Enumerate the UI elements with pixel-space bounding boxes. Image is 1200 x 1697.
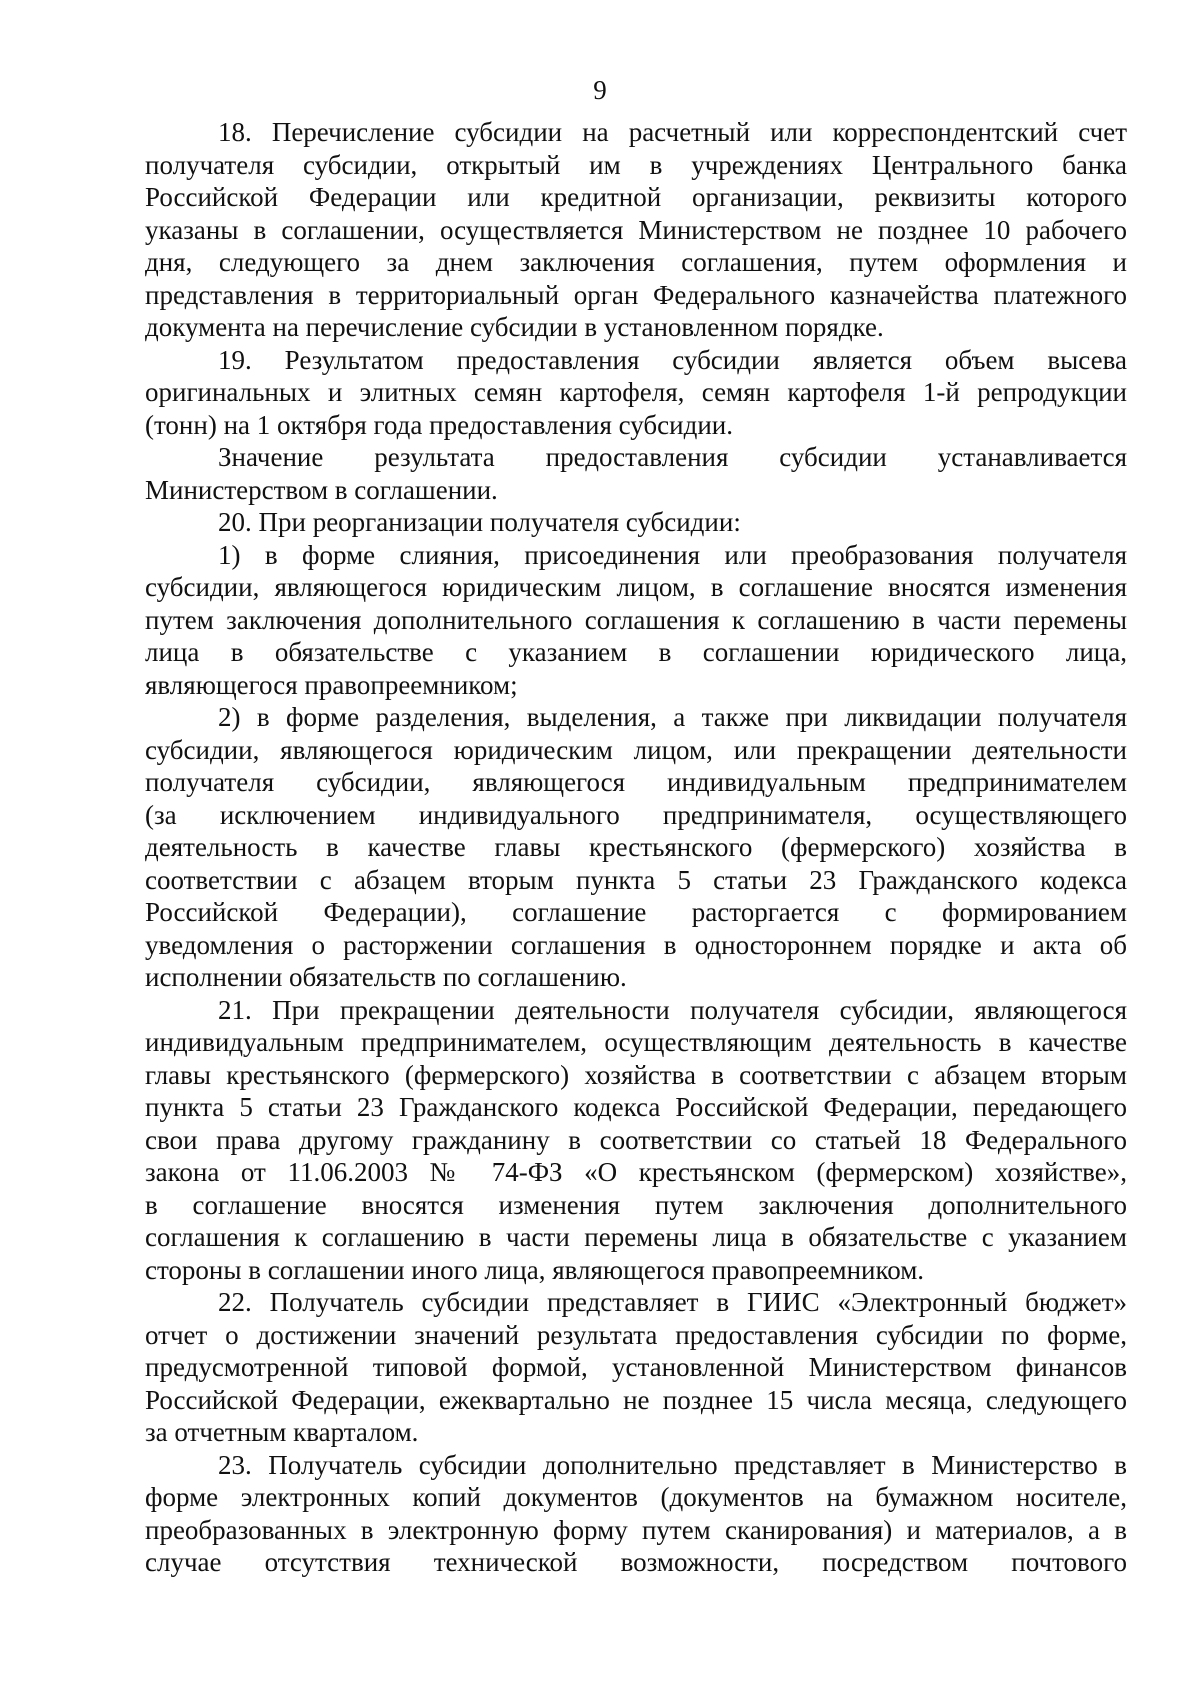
paragraph	[145, 994, 1127, 1287]
text-line: главы крестьянского (фермерского) хозяйства в соответствии с абзацем вторым	[145, 1059, 1127, 1090]
text-line: документа на перечисление субсидии в установленном порядке.	[145, 312, 884, 342]
text-line: 22. Получатель субсидии представляет в ГИИС «Электронный бюджет»	[218, 1287, 1127, 1317]
text-line: соглашения к соглашению в части перемены лица в обязательстве с указанием	[145, 1222, 1127, 1252]
text-line: отчет о достижении значений результата предоставления субсидии по форме,	[145, 1319, 1127, 1350]
text-line: 20. При реорганизации получателя субсидии:	[218, 507, 741, 537]
text-line: за отчетным кварталом.	[145, 1417, 419, 1447]
text-line: стороны в соглашении иного лица, являющегося правопреемником.	[145, 1254, 925, 1285]
text-line: предусмотренной типовой формой, установленной Министерством финансов	[145, 1352, 1127, 1382]
text-line: Российской Федерации или кредитной организации, реквизиты которого	[145, 182, 1127, 212]
text-line: являющегося правопреемником;	[145, 669, 518, 700]
text-line: 2) в форме разделения, выделения, а также при ликвидации получателя	[218, 702, 1127, 732]
text-line: преобразованных в электронную форму путем сканирования) и материалов, а в	[145, 1514, 1127, 1545]
text-line: указаны в соглашении, осуществляется Министерством не позднее 10 рабочего	[145, 214, 1127, 245]
text-line: 18. Перечисление субсидии на расчетный или корреспондентский счет	[218, 117, 1127, 147]
text-line: уведомления о расторжении соглашения в одностороннем порядке и акта об	[145, 929, 1127, 960]
text-line: получателя субсидии, являющегося индивидуальным предпринимателем	[145, 767, 1127, 797]
text-line: 19. Результатом предоставления субсидии является объем высева	[218, 344, 1127, 375]
text-line: закона от 11.06.2003 № 74-ФЗ «О крестьянском (фермерском) хозяйстве»,	[145, 1157, 1127, 1187]
text-line: 23. Получатель субсидии дополнительно представляет в Министерство в	[218, 1449, 1127, 1480]
text-line: случае отсутствия технической возможности, посредством почтового	[145, 1547, 1127, 1577]
text-line: 1) в форме слияния, присоединения или преобразования получателя	[218, 539, 1127, 570]
paragraph	[145, 701, 1127, 994]
paragraph	[145, 1286, 1127, 1449]
text-line: лица в обязательстве с указанием в соглашении юридического лица,	[145, 637, 1127, 667]
paragraph	[145, 116, 1127, 344]
text-line: представления в территориальный орган Федерального казначейства платежного	[145, 279, 1127, 310]
text-line: Министерством в соглашении.	[145, 474, 498, 505]
paragraph	[145, 441, 1127, 506]
paragraph	[145, 344, 1127, 442]
document-body	[145, 116, 1127, 1579]
text-line: деятельность в качестве главы крестьянского (фермерского) хозяйства в	[145, 832, 1127, 862]
paragraph	[145, 506, 1127, 539]
text-line: 21. При прекращении деятельности получателя субсидии, являющегося	[218, 994, 1127, 1025]
text-line: Российской Федерации), соглашение расторгается с формированием	[145, 897, 1127, 927]
text-line: пункта 5 статьи 23 Гражданского кодекса Российской Федерации, передающего	[145, 1092, 1127, 1122]
text-line: путем заключения дополнительного соглашения к соглашению в части перемены	[145, 604, 1127, 635]
text-line: форме электронных копий документов (документов на бумажном носителе,	[145, 1482, 1127, 1512]
text-line: (тонн) на 1 октября года предоставления субсидии.	[145, 409, 733, 440]
text-line: индивидуальным предпринимателем, осуществляющим деятельность в качестве	[145, 1027, 1127, 1057]
text-line: дня, следующего за днем заключения соглашения, путем оформления и	[145, 247, 1127, 277]
text-line: получателя субсидии, открытый им в учреждениях Центрального банка	[145, 149, 1127, 180]
text-line: соответствии с абзацем вторым пункта 5 статьи 23 Гражданского кодекса	[145, 864, 1127, 895]
page-number: 9	[593, 75, 607, 105]
text-line: (за исключением индивидуального предпринимателя, осуществляющего	[145, 799, 1127, 830]
paragraph	[145, 539, 1127, 702]
text-line: исполнении обязательств по соглашению.	[145, 962, 627, 992]
text-line: Значение результата предоставления субсидии устанавливается	[218, 442, 1127, 472]
text-line: оригинальных и элитных семян картофеля, семян картофеля 1-й репродукции	[145, 377, 1127, 407]
text-line: субсидии, являющегося юридическим лицом, или прекращении деятельности	[145, 734, 1127, 765]
text-line: субсидии, являющегося юридическим лицом, в соглашение вносятся изменения	[145, 572, 1127, 602]
paragraph	[145, 1449, 1127, 1579]
text-line: свои права другому гражданину в соответствии со статьей 18 Федерального	[145, 1124, 1127, 1155]
text-line: Российской Федерации, ежеквартально не позднее 15 числа месяца, следующего	[145, 1384, 1127, 1415]
text-line: в соглашение вносятся изменения путем заключения дополнительного	[145, 1189, 1127, 1220]
